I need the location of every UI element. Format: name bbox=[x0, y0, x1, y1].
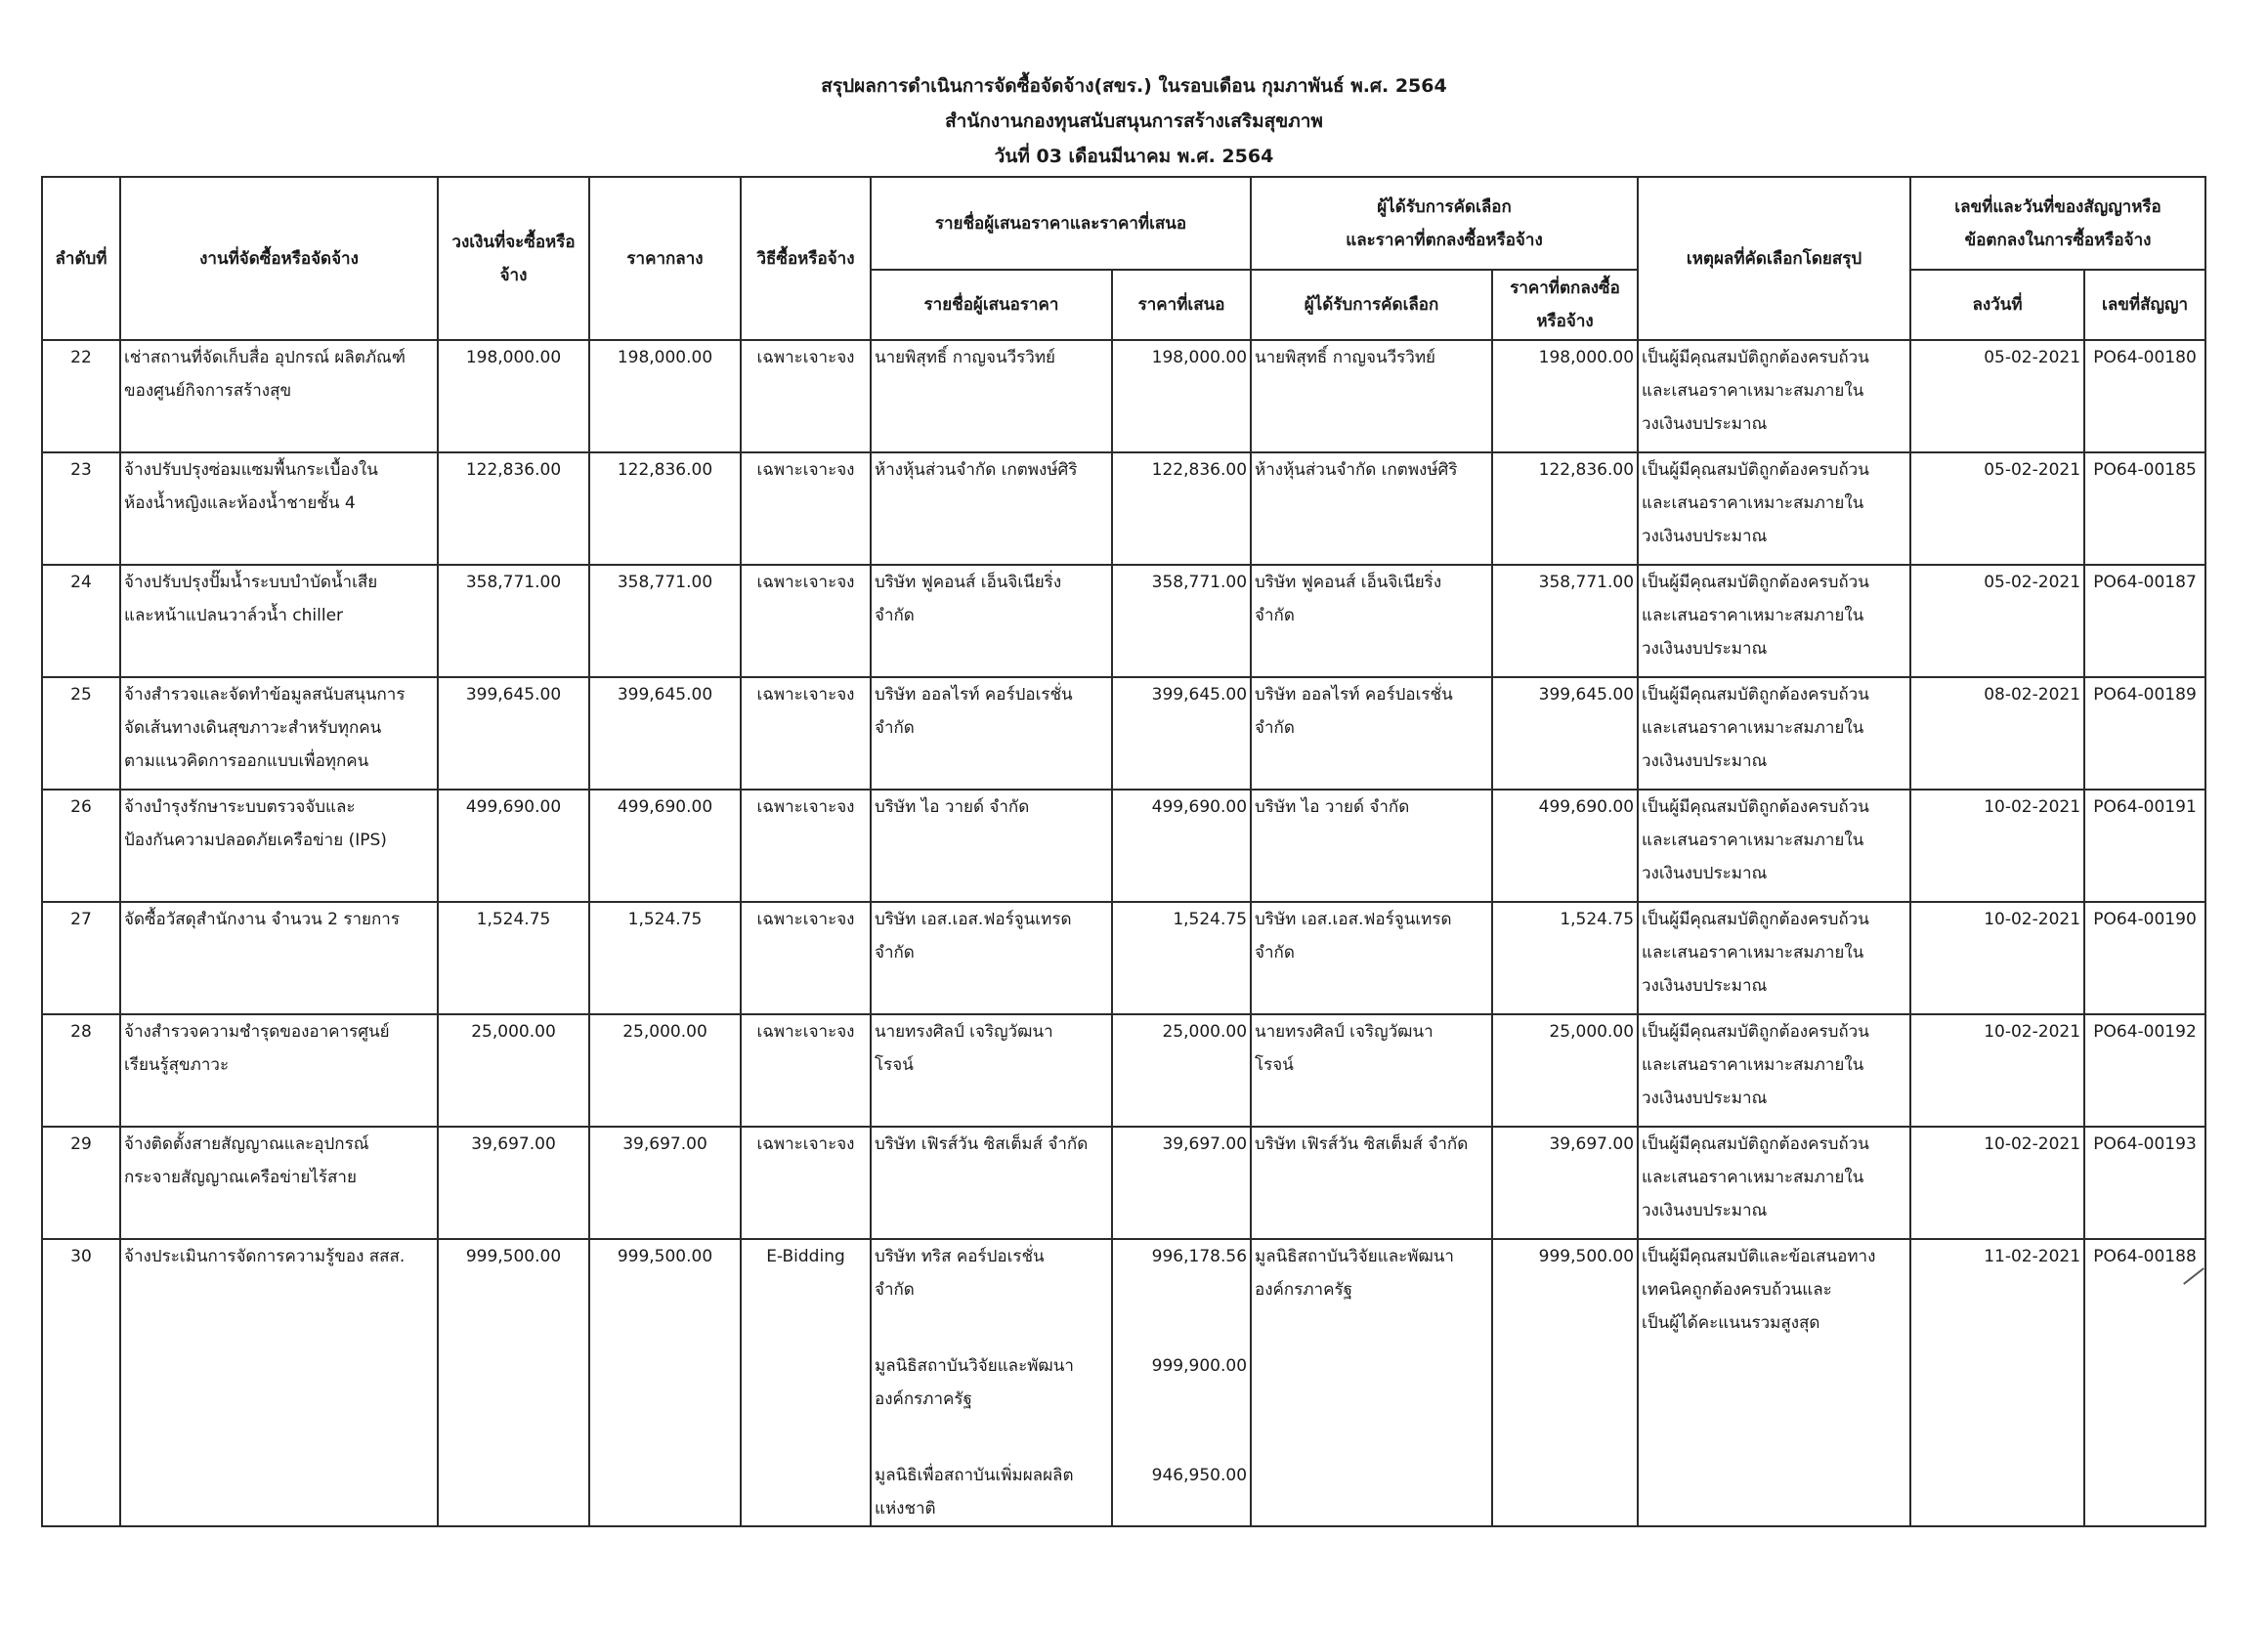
cell-reason bbox=[1638, 902, 1910, 1014]
cell-date: 05-02-2021 bbox=[1910, 452, 2084, 565]
cell-method: เฉพาะเจาะจง bbox=[741, 452, 871, 565]
bid-price-spacer bbox=[1116, 599, 1247, 632]
cell-bid-prices bbox=[1112, 790, 1251, 902]
bidder-name-line: ห้างหุ้นส่วนจำกัด เกตพงษ์ศิริ bbox=[875, 460, 1078, 480]
bidder-name-line: บริษัท ฟูคอนส์ เอ็นจิเนียริ่ง bbox=[875, 573, 1062, 592]
reason-line: วงเงินงบประมาณ bbox=[1642, 527, 1768, 546]
work-line: จ้างสำรวจและจัดทำข้อมูลสนับสนุนการ bbox=[124, 685, 406, 705]
cell-bidder-names bbox=[871, 902, 1112, 1014]
reason-line: และเสนอราคาเหมาะสมภายใน bbox=[1642, 1055, 1864, 1075]
bid-price: 946,950.00 bbox=[1151, 1466, 1248, 1485]
work-line: ป้องกันความปลอดภัยเครือข่าย (IPS) bbox=[124, 831, 387, 850]
cell-no: 28 bbox=[42, 1014, 120, 1127]
cell-median: 39,697.00 bbox=[589, 1127, 741, 1239]
reason-line: เป็นผู้มีคุณสมบัติและข้อเสนอทาง bbox=[1642, 1247, 1876, 1266]
cell-reason bbox=[1638, 565, 1910, 677]
cell-no: 30 bbox=[42, 1239, 120, 1526]
bidder-name-line: นายทรงศิลป์ เจริญวัฒนา bbox=[875, 1022, 1053, 1042]
reason-line: วงเงินงบประมาณ bbox=[1642, 864, 1768, 883]
work-line: เรียนรู้สุขภาวะ bbox=[124, 1055, 230, 1075]
cell-bidder-names bbox=[871, 677, 1112, 790]
table-row bbox=[42, 677, 2205, 790]
reason-line: เป็นผู้มีคุณสมบัติถูกต้องครบถ้วน bbox=[1642, 1022, 1869, 1042]
cell-contract-no: PO64-00190 bbox=[2084, 902, 2205, 1014]
bid-price-spacer bbox=[1116, 711, 1247, 745]
cell-work bbox=[120, 1014, 438, 1127]
cell-selected bbox=[1251, 565, 1492, 677]
cell-selected bbox=[1251, 902, 1492, 1014]
cell-date: 10-02-2021 bbox=[1910, 790, 2084, 902]
cell-agreed-price: 25,000.00 bbox=[1492, 1014, 1638, 1127]
col-header-contract-no: เลขที่สัญญา bbox=[2084, 270, 2205, 340]
cell-budget: 25,000.00 bbox=[438, 1014, 589, 1127]
report-date: วันที่ 03 เดือนมีนาคม พ.ศ. 2564 bbox=[994, 146, 1274, 167]
cell-selected bbox=[1251, 452, 1492, 565]
cell-bid-prices bbox=[1112, 1127, 1251, 1239]
selected-line: บริษัท เฟิรส์วัน ซิสเต็มส์ จำกัด bbox=[1255, 1134, 1469, 1154]
col-header-no: ลำดับที่ bbox=[42, 177, 120, 340]
cell-work bbox=[120, 790, 438, 902]
cell-date: 10-02-2021 bbox=[1910, 1014, 2084, 1127]
bidder-name-line: มูลนิธิสถาบันวิจัยและพัฒนา bbox=[875, 1356, 1074, 1376]
selected-line: องค์กรภาครัฐ bbox=[1255, 1280, 1352, 1300]
col-header-median: ราคากลาง bbox=[589, 177, 741, 340]
cell-reason bbox=[1638, 790, 1910, 902]
col-header-selected-group bbox=[1251, 177, 1638, 270]
table-body bbox=[42, 340, 2205, 1526]
bidder-gap bbox=[875, 1416, 1108, 1459]
cell-agreed-price: 499,690.00 bbox=[1492, 790, 1638, 902]
work-line: เช่าสถานที่จัดเก็บสื่อ อุปกรณ์ ผลิตภัณฑ์ bbox=[124, 348, 406, 367]
cell-work bbox=[120, 565, 438, 677]
work-line: จ้างประเมินการจัดการความรู้ของ สสส. bbox=[124, 1247, 406, 1266]
selected-line: นายทรงศิลป์ เจริญวัฒนา bbox=[1255, 1022, 1434, 1042]
selected-line: มูลนิธิสถาบันวิจัยและพัฒนา bbox=[1255, 1247, 1454, 1266]
col-header-contract-group-line1: เลขที่และวันที่ของสัญญาหรือ bbox=[1954, 196, 2161, 217]
col-header-budget: วงเงินที่จะซื้อหรือจ้าง bbox=[438, 177, 589, 340]
cell-selected bbox=[1251, 790, 1492, 902]
work-line: ตามแนวคิดการออกแบบเพื่อทุกคน bbox=[124, 751, 369, 771]
table-row bbox=[42, 790, 2205, 902]
bid-price: 198,000.00 bbox=[1151, 348, 1248, 367]
col-header-contract-group-line2: ข้อตกลงในการซื้อหรือจ้าง bbox=[1964, 230, 2152, 250]
procurement-table bbox=[41, 176, 2206, 1527]
cell-bid-prices bbox=[1112, 677, 1251, 790]
cell-date: 08-02-2021 bbox=[1910, 677, 2084, 790]
work-line: ห้องน้ำหญิงและห้องน้ำชายชั้น 4 bbox=[124, 493, 356, 513]
cell-median: 198,000.00 bbox=[589, 340, 741, 452]
work-line: จ้างบำรุงรักษาระบบตรวจจับและ bbox=[124, 797, 356, 817]
bidder-name-line: บริษัท ไอ วายด์ จำกัด bbox=[875, 797, 1030, 817]
bid-price: 399,645.00 bbox=[1151, 685, 1248, 705]
work-line: จ้างปรับปรุงปั๊มน้ำระบบบำบัดน้ำเสีย bbox=[124, 573, 378, 592]
cell-work bbox=[120, 902, 438, 1014]
cell-method: เฉพาะเจาะจง bbox=[741, 677, 871, 790]
col-header-date: ลงวันที่ bbox=[1910, 270, 2084, 340]
selected-line: โรจน์ bbox=[1255, 1055, 1294, 1075]
cell-bid-prices bbox=[1112, 452, 1251, 565]
reason-line: วงเงินงบประมาณ bbox=[1642, 976, 1768, 996]
cell-budget: 39,697.00 bbox=[438, 1127, 589, 1239]
cell-bid-prices bbox=[1112, 1014, 1251, 1127]
organization-name: สำนักงานกองทุนสนับสนุนการสร้างเสริมสุขภาพ bbox=[945, 110, 1323, 132]
bid-price: 1,524.75 bbox=[1173, 910, 1248, 929]
cell-bidder-names bbox=[871, 1127, 1112, 1239]
bidder-name-line: จำกัด bbox=[875, 606, 915, 625]
bidder-name-line: บริษัท เฟิรส์วัน ซิสเต็มส์ จำกัด bbox=[875, 1134, 1089, 1154]
col-header-bidder-name: รายชื่อผู้เสนอราคา bbox=[871, 270, 1112, 340]
cell-method: เฉพาะเจาะจง bbox=[741, 565, 871, 677]
bidder-name-line: โรจน์ bbox=[875, 1055, 914, 1075]
cell-method: เฉพาะเจาะจง bbox=[741, 1127, 871, 1239]
selected-line: จำกัด bbox=[1255, 606, 1295, 625]
table-row bbox=[42, 1239, 2205, 1526]
col-header-agreed-price bbox=[1492, 270, 1638, 340]
cell-bid-prices bbox=[1112, 340, 1251, 452]
cell-no: 22 bbox=[42, 340, 120, 452]
reason-line: วงเงินงบประมาณ bbox=[1642, 414, 1768, 434]
col-header-reason: เหตุผลที่คัดเลือกโดยสรุป bbox=[1638, 177, 1910, 340]
cell-no: 29 bbox=[42, 1127, 120, 1239]
col-header-agreed-price-line2: หรือจ้าง bbox=[1536, 312, 1594, 331]
reason-line: เป็นผู้มีคุณสมบัติถูกต้องครบถ้วน bbox=[1642, 910, 1869, 929]
cell-no: 25 bbox=[42, 677, 120, 790]
bid-price: 358,771.00 bbox=[1151, 573, 1248, 592]
cell-median: 25,000.00 bbox=[589, 1014, 741, 1127]
col-header-selected-name: ผู้ได้รับการคัดเลือก bbox=[1251, 270, 1492, 340]
cell-median: 358,771.00 bbox=[589, 565, 741, 677]
bid-price: 122,836.00 bbox=[1151, 460, 1248, 480]
cell-agreed-price: 1,524.75 bbox=[1492, 902, 1638, 1014]
document-header bbox=[0, 68, 2268, 174]
bid-price: 996,178.56 bbox=[1151, 1247, 1248, 1266]
selected-line: บริษัท ไอ วายด์ จำกัด bbox=[1255, 797, 1410, 817]
table-row bbox=[42, 1127, 2205, 1239]
cell-bid-prices bbox=[1112, 902, 1251, 1014]
selected-line: จำกัด bbox=[1255, 718, 1295, 738]
cell-work bbox=[120, 340, 438, 452]
cell-work bbox=[120, 1239, 438, 1526]
cell-work bbox=[120, 452, 438, 565]
cell-contract-no: PO64-00180 bbox=[2084, 340, 2205, 452]
cell-selected bbox=[1251, 1127, 1492, 1239]
col-header-method: วิธีซื้อหรือจ้าง bbox=[741, 177, 871, 340]
cell-date: 10-02-2021 bbox=[1910, 1127, 2084, 1239]
selected-line: บริษัท ออลไรท์ คอร์ปอเรชั่น bbox=[1255, 685, 1453, 705]
cell-reason bbox=[1638, 677, 1910, 790]
cell-contract-no: PO64-00191 bbox=[2084, 790, 2205, 902]
bidder-name-line: แห่งชาติ bbox=[875, 1499, 936, 1518]
work-line: จัดซื้อวัสดุสำนักงาน จำนวน 2 รายการ bbox=[124, 910, 400, 929]
work-line: จ้างปรับปรุงซ่อมแซมพื้นกระเบื้องใน bbox=[124, 460, 378, 480]
reason-line: เทคนิคถูกต้องครบถ้วนและ bbox=[1642, 1280, 1832, 1300]
cell-budget: 198,000.00 bbox=[438, 340, 589, 452]
cell-no: 23 bbox=[42, 452, 120, 565]
selected-line: นายพิสุทธิ์ กาญจนวีรวิทย์ bbox=[1255, 348, 1436, 367]
reason-line: และเสนอราคาเหมาะสมภายใน bbox=[1642, 493, 1864, 513]
reason-line: และเสนอราคาเหมาะสมภายใน bbox=[1642, 381, 1864, 401]
bidder-name-line: องค์กรภาครัฐ bbox=[875, 1390, 972, 1409]
cell-date: 11-02-2021 bbox=[1910, 1239, 2084, 1526]
reason-line: เป็นผู้ได้คะแนนรวมสูงสุด bbox=[1642, 1313, 1820, 1333]
cell-budget: 499,690.00 bbox=[438, 790, 589, 902]
bid-price-spacer bbox=[1116, 936, 1247, 969]
cell-contract-no: PO64-00185 bbox=[2084, 452, 2205, 565]
bid-price-spacer bbox=[1116, 1383, 1247, 1416]
col-header-work: งานที่จัดซื้อหรือจัดจ้าง bbox=[120, 177, 438, 340]
cell-agreed-price: 999,500.00 bbox=[1492, 1239, 1638, 1526]
work-line: จัดเส้นทางเดินสุขภาวะสำหรับทุกคน bbox=[124, 718, 382, 738]
cell-method: เฉพาะเจาะจง bbox=[741, 790, 871, 902]
work-line: จ้างสำรวจความชำรุดของอาคารศูนย์ bbox=[124, 1022, 390, 1042]
bid-price: 39,697.00 bbox=[1162, 1134, 1248, 1154]
bid-price: 499,690.00 bbox=[1151, 797, 1248, 817]
bidder-name-line: จำกัด bbox=[875, 943, 915, 962]
reason-line: และเสนอราคาเหมาะสมภายใน bbox=[1642, 831, 1864, 850]
cell-median: 499,690.00 bbox=[589, 790, 741, 902]
bid-price: 25,000.00 bbox=[1162, 1022, 1248, 1042]
col-header-bidders-group: รายชื่อผู้เสนอราคาและราคาที่เสนอ bbox=[871, 177, 1251, 270]
cell-selected bbox=[1251, 677, 1492, 790]
table-row bbox=[42, 902, 2205, 1014]
table-row bbox=[42, 1014, 2205, 1127]
col-header-bid-price: ราคาที่เสนอ bbox=[1112, 270, 1251, 340]
cell-median: 122,836.00 bbox=[589, 452, 741, 565]
reason-line: และเสนอราคาเหมาะสมภายใน bbox=[1642, 943, 1864, 962]
bidder-name-line: บริษัท ทริส คอร์ปอเรชั่น bbox=[875, 1247, 1045, 1266]
cell-method: เฉพาะเจาะจง bbox=[741, 340, 871, 452]
work-line: ของศูนย์กิจการสร้างสุข bbox=[124, 381, 292, 401]
bidder-name-line: บริษัท เอส.เอส.ฟอร์จูนเทรด bbox=[875, 910, 1072, 929]
bidder-name-line: บริษัท ออลไรท์ คอร์ปอเรชั่น bbox=[875, 685, 1073, 705]
bidder-name-line: จำกัด bbox=[875, 1280, 915, 1300]
reason-line: วงเงินงบประมาณ bbox=[1642, 751, 1768, 771]
cell-no: 27 bbox=[42, 902, 120, 1014]
cell-contract-no: PO64-00187 bbox=[2084, 565, 2205, 677]
cell-agreed-price: 358,771.00 bbox=[1492, 565, 1638, 677]
cell-date: 05-02-2021 bbox=[1910, 340, 2084, 452]
cell-median: 999,500.00 bbox=[589, 1239, 741, 1526]
cell-method: เฉพาะเจาะจง bbox=[741, 902, 871, 1014]
bid-price: 999,900.00 bbox=[1151, 1356, 1248, 1376]
reason-line: และเสนอราคาเหมาะสมภายใน bbox=[1642, 718, 1864, 738]
cell-budget: 1,524.75 bbox=[438, 902, 589, 1014]
reason-line: วงเงินงบประมาณ bbox=[1642, 639, 1768, 659]
cell-bid-prices bbox=[1112, 565, 1251, 677]
col-header-selected-group-line1: ผู้ได้รับการคัดเลือก bbox=[1377, 196, 1512, 217]
bidder-name-line: จำกัด bbox=[875, 718, 915, 738]
cell-reason bbox=[1638, 1239, 1910, 1526]
cell-median: 1,524.75 bbox=[589, 902, 741, 1014]
cell-reason bbox=[1638, 1127, 1910, 1239]
table-row bbox=[42, 340, 2205, 452]
cell-bidder-names bbox=[871, 340, 1112, 452]
cell-contract-no: PO64-00188 bbox=[2084, 1239, 2205, 1526]
bid-price-spacer bbox=[1116, 1273, 1247, 1306]
cell-budget: 122,836.00 bbox=[438, 452, 589, 565]
bid-price-spacer bbox=[1116, 1492, 1247, 1525]
cell-date: 10-02-2021 bbox=[1910, 902, 2084, 1014]
cell-method: เฉพาะเจาะจง bbox=[741, 1014, 871, 1127]
cell-median: 399,645.00 bbox=[589, 677, 741, 790]
reason-line: วงเงินงบประมาณ bbox=[1642, 1089, 1768, 1108]
bidder-gap bbox=[1116, 1416, 1247, 1459]
cell-bidder-names bbox=[871, 565, 1112, 677]
report-title: สรุปผลการดำเนินการจัดซื้อจัดจ้าง(สขร.) ในรอบเดือน กุมภาพันธ์ พ.ศ. 2564 bbox=[821, 75, 1447, 97]
cell-budget: 358,771.00 bbox=[438, 565, 589, 677]
reason-line: และเสนอราคาเหมาะสมภายใน bbox=[1642, 1168, 1864, 1187]
col-header-selected-group-line2: และราคาที่ตกลงซื้อหรือจ้าง bbox=[1346, 230, 1543, 250]
cell-bidder-names bbox=[871, 790, 1112, 902]
selected-line: ห้างหุ้นส่วนจำกัด เกตพงษ์ศิริ bbox=[1255, 460, 1458, 480]
bidder-name-line: นายพิสุทธิ์ กาญจนวีรวิทย์ bbox=[875, 348, 1055, 367]
table-row bbox=[42, 565, 2205, 677]
reason-line: เป็นผู้มีคุณสมบัติถูกต้องครบถ้วน bbox=[1642, 797, 1869, 817]
cell-method: E-Bidding bbox=[741, 1239, 871, 1526]
cell-no: 26 bbox=[42, 790, 120, 902]
cell-bidder-names bbox=[871, 1014, 1112, 1127]
cell-budget: 399,645.00 bbox=[438, 677, 589, 790]
col-header-contract-group bbox=[1910, 177, 2205, 270]
bidder-gap bbox=[875, 1306, 1108, 1349]
reason-line: วงเงินงบประมาณ bbox=[1642, 1201, 1768, 1220]
selected-line: จำกัด bbox=[1255, 943, 1295, 962]
reason-line: เป็นผู้มีคุณสมบัติถูกต้องครบถ้วน bbox=[1642, 685, 1869, 705]
cell-selected bbox=[1251, 1239, 1492, 1526]
bidder-gap bbox=[1116, 1306, 1247, 1349]
cell-date: 05-02-2021 bbox=[1910, 565, 2084, 677]
cell-bid-prices bbox=[1112, 1239, 1251, 1526]
cell-no: 24 bbox=[42, 565, 120, 677]
reason-line: และเสนอราคาเหมาะสมภายใน bbox=[1642, 606, 1864, 625]
cell-agreed-price: 122,836.00 bbox=[1492, 452, 1638, 565]
cell-budget: 999,500.00 bbox=[438, 1239, 589, 1526]
cell-contract-no: PO64-00193 bbox=[2084, 1127, 2205, 1239]
cell-reason bbox=[1638, 340, 1910, 452]
table-row bbox=[42, 452, 2205, 565]
selected-line: บริษัท เอส.เอส.ฟอร์จูนเทรด bbox=[1255, 910, 1452, 929]
bid-price-spacer bbox=[1116, 1048, 1247, 1082]
work-line: และหน้าแปลนวาล์วน้ำ chiller bbox=[124, 606, 344, 625]
cell-agreed-price: 198,000.00 bbox=[1492, 340, 1638, 452]
cell-bidder-names bbox=[871, 452, 1112, 565]
work-line: กระจายสัญญาณเครือข่ายไร้สาย bbox=[124, 1168, 357, 1187]
reason-line: เป็นผู้มีคุณสมบัติถูกต้องครบถ้วน bbox=[1642, 1134, 1869, 1154]
selected-line: บริษัท ฟูคอนส์ เอ็นจิเนียริ่ง bbox=[1255, 573, 1442, 592]
cell-agreed-price: 39,697.00 bbox=[1492, 1127, 1638, 1239]
col-header-agreed-price-line1: ราคาที่ตกลงซื้อ bbox=[1510, 278, 1620, 298]
reason-line: เป็นผู้มีคุณสมบัติถูกต้องครบถ้วน bbox=[1642, 460, 1869, 480]
reason-line: เป็นผู้มีคุณสมบัติถูกต้องครบถ้วน bbox=[1642, 573, 1869, 592]
bidder-name-line: มูลนิธิเพื่อสถาบันเพิ่มผลผลิต bbox=[875, 1466, 1074, 1485]
work-line: จ้างติดตั้งสายสัญญาณและอุปกรณ์ bbox=[124, 1134, 369, 1154]
cell-contract-no: PO64-00192 bbox=[2084, 1014, 2205, 1127]
cell-selected bbox=[1251, 340, 1492, 452]
cell-contract-no: PO64-00189 bbox=[2084, 677, 2205, 790]
cell-agreed-price: 399,645.00 bbox=[1492, 677, 1638, 790]
cell-reason bbox=[1638, 1014, 1910, 1127]
cell-work bbox=[120, 1127, 438, 1239]
cell-work bbox=[120, 677, 438, 790]
cell-bidder-names bbox=[871, 1239, 1112, 1526]
cell-selected bbox=[1251, 1014, 1492, 1127]
cell-reason bbox=[1638, 452, 1910, 565]
reason-line: เป็นผู้มีคุณสมบัติถูกต้องครบถ้วน bbox=[1642, 348, 1869, 367]
